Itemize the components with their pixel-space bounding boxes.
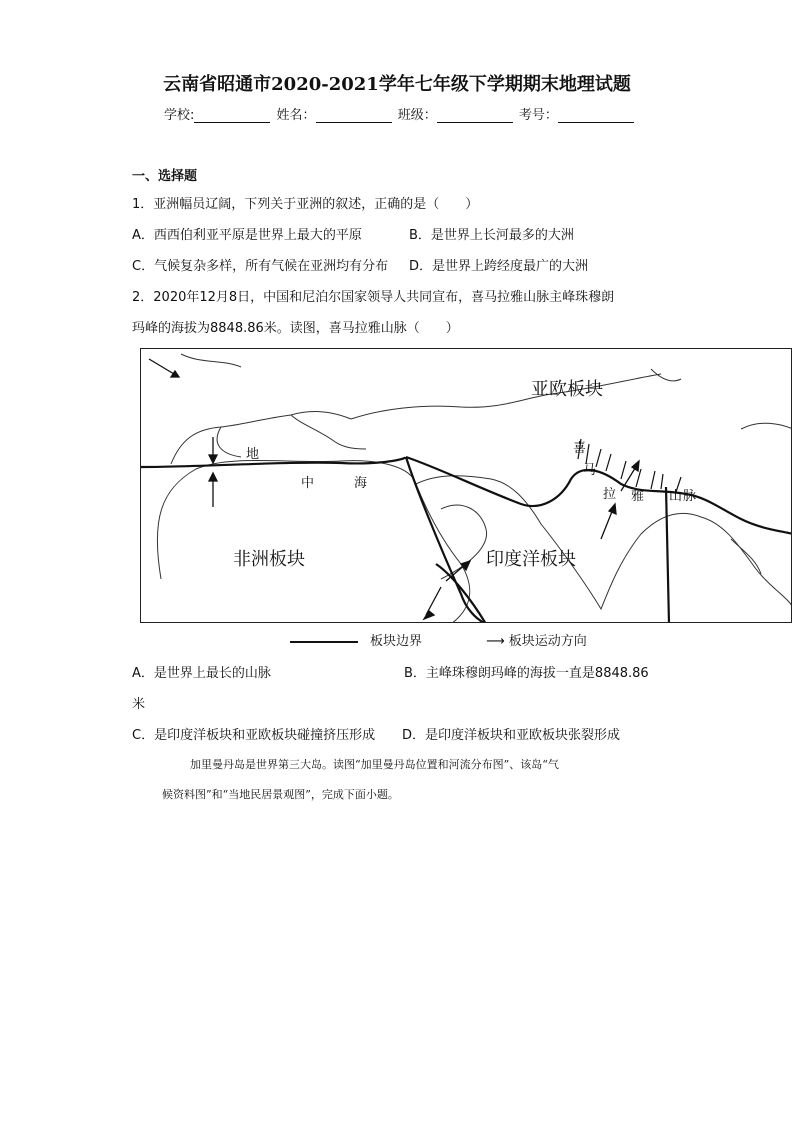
q1-option-a: A．西西伯利亚平原是世界上最大的平原: [132, 228, 362, 243]
q2-stem-line2: 玛峰的海拔为8848.86米。读图，喜马拉雅山脉（ ）: [132, 321, 459, 336]
q1-option-b: B．是世界上长河最多的大洲: [409, 228, 574, 243]
number-label: 考号：: [518, 108, 558, 123]
label-mediterranean-1: 地: [246, 447, 260, 462]
q2-option-b-continued: 米: [132, 697, 146, 712]
label-himalaya-3: 拉: [603, 487, 617, 502]
label-mediterranean-3: 海: [354, 476, 368, 491]
label-himalaya-4: 雅: [631, 489, 645, 504]
q1-option-d: D．是世界上跨经度最广的大洲: [409, 259, 589, 274]
passage-line1: 加里曼丹岛是世界第三大岛。读图“加里曼丹岛位置和河流分布图”、该岛“气: [190, 758, 559, 771]
label-african-plate: 非洲板块: [233, 549, 305, 570]
label-indian-plate: 印度洋板块: [486, 549, 576, 570]
q1-stem: 1．亚洲幅员辽阔，下列关于亚洲的叙述，正确的是（ ）: [132, 197, 479, 212]
q2-option-c: C．是印度洋板块和亚欧板块碰撞挤压形成: [132, 728, 376, 743]
class-blank: [437, 109, 513, 123]
student-info-line: [164, 104, 636, 123]
legend-arrow-icon: ⟶: [486, 634, 505, 649]
label-himalaya-1: 喜: [573, 441, 587, 456]
plate-map: [140, 348, 792, 623]
page-title: 云南省昭通市2020-2021学年七年级下学期期末地理试题: [163, 74, 631, 95]
passage-line2: 候资料图”和“当地民居景观图”，完成下面小题。: [162, 788, 399, 801]
name-blank: [316, 109, 392, 123]
label-himalaya-2: 马: [583, 463, 597, 478]
label-himalaya-6: 脉: [683, 489, 697, 504]
class-label: 班级：: [397, 108, 437, 123]
legend-motion-label: 板块运动方向: [508, 634, 587, 649]
school-blank: [194, 109, 270, 123]
map-legend: [290, 630, 587, 649]
section-heading: 一、选择题: [132, 169, 198, 184]
q2-stem-line1: 2．2020年12月8日，中国和尼泊尔国家领导人共同宣布，喜马拉雅山脉主峰珠穆朗: [132, 290, 615, 305]
name-label: 姓名：: [276, 108, 316, 123]
legend-boundary-line: [290, 641, 358, 643]
q2-option-b: B．主峰珠穆朗玛峰的海拔一直是8848.86: [404, 666, 649, 681]
label-himalaya-5: 山: [669, 489, 683, 504]
q2-option-a: A．是世界上最长的山脉: [132, 666, 271, 681]
school-label: 学校:: [164, 108, 195, 123]
number-blank: [558, 109, 634, 123]
q2-option-d: D．是印度洋板块和亚欧板块张裂形成: [402, 728, 621, 743]
q1-option-c: C．气候复杂多样，所有气候在亚洲均有分布: [132, 259, 389, 274]
legend-boundary-label: 板块边界: [370, 634, 423, 649]
label-mediterranean-2: 中: [301, 476, 315, 491]
label-eurasian-plate: 亚欧板块: [531, 379, 603, 400]
